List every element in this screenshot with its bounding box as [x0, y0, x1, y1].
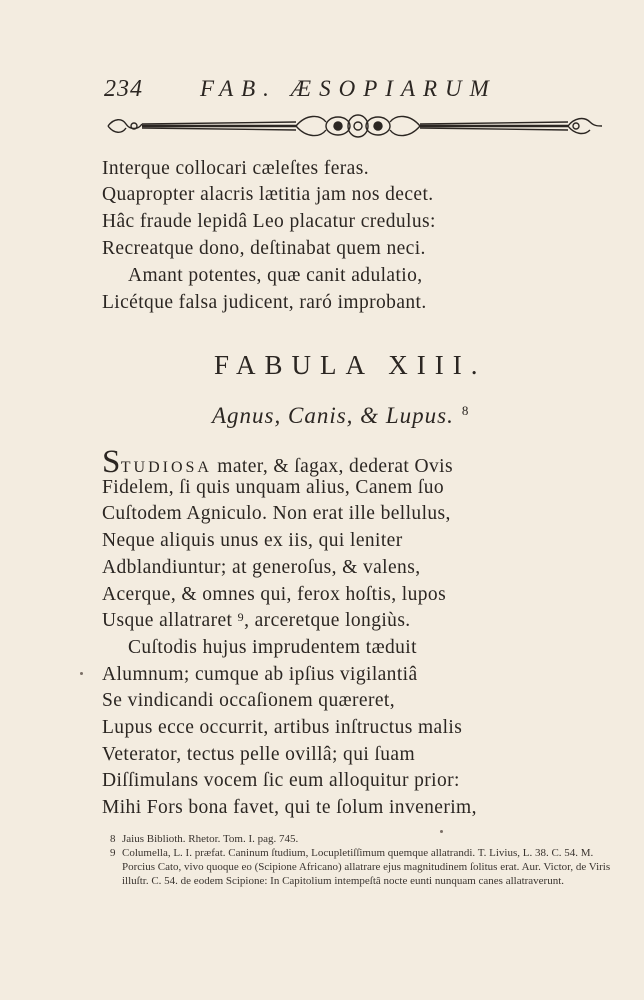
margin-mark	[80, 672, 83, 675]
text-line-with-note	[102, 610, 411, 632]
text-line: Interque collocari cæleſtes feras.	[102, 158, 369, 179]
text-line: Alumnum; cumque ab ipſius vigilantiâ	[102, 664, 418, 685]
footnote-reference: 9	[237, 610, 245, 624]
text-line: Mihi Fors bona favet, qui te ſolum invenerim,	[102, 797, 477, 818]
text-line: Licétque falsa judicent, raró improbant.	[102, 292, 427, 313]
footnote	[110, 832, 616, 846]
text-line: Lupus ecce occurrit, artibus inſtructus malis	[102, 717, 463, 738]
page-header	[104, 76, 544, 106]
text-line: Veterator, tectus pelle ovillâ; qui ſuam	[102, 744, 416, 765]
footnote-number: 9	[110, 847, 116, 859]
text-line: Cuſtodis hujus imprudentem tæduit	[128, 637, 417, 658]
text-line: Neque aliquis unus ex iis, qui leniter	[102, 530, 403, 551]
first-word-smallcaps: TUDIOSA	[120, 459, 212, 476]
text-line: Amant potentes, quæ canit adulatio,	[128, 265, 423, 286]
text-line: Fidelem, ſi quis unquam alius, Canem ſuo	[102, 477, 445, 498]
text-line: Hâc fraude lepidâ Leo placatur credulus:	[102, 211, 436, 232]
footnote-text: Columella, L. I. præfat. Caninum ſtudium, Locupletiſſimum quemque allatrandi. T. Livius, L. 38. C. 54. M. Porcius Cato, vivo quoque eo (Scipione Africano) allatrare ejus magnitudinem ſolitus erat. Aur. Victor, de Viris illuſtr. C. 54. de eodem Scipione: In Capitolium intempeſtâ nocte eunti nunquam canes allatraverunt.	[122, 847, 611, 887]
text-line: Adblandiuntur; at generoſus, & valens,	[102, 557, 421, 578]
decorative-rule-ornament	[106, 110, 604, 142]
footnote	[110, 846, 616, 888]
footnotes	[110, 832, 616, 888]
text-segment: , arceretque longiùs.	[244, 610, 411, 631]
text-line: Diſſimulans vocem ſic eum alloquitur prior:	[102, 770, 460, 791]
fable-subtitle-text: Agnus, Canis, & Lupus.	[212, 403, 454, 428]
text-line: Se vindicandi occaſionem quæreret,	[102, 690, 396, 711]
footnote-text: Jaius Biblioth. Rhetor. Tom. I. pag. 745.	[122, 833, 299, 845]
page-number: 234	[104, 76, 143, 102]
fable-heading: FABULA XIII.	[214, 350, 487, 380]
text-line: Acerque, & omnes qui, ferox hoſtis, lupos	[102, 584, 447, 605]
footnote-reference: 8	[461, 403, 470, 418]
opening-line-rest: mater, & ſagax, dederat Ovis	[217, 456, 453, 477]
text-line: Recreatque dono, deſtinabat quem neci.	[102, 238, 426, 259]
opening-line	[102, 446, 453, 479]
text-line: Cuſtodem Agniculo. Non erat ille bellulus,	[102, 503, 451, 524]
fable-subtitle	[212, 403, 469, 429]
text-segment: Usque allatraret	[102, 610, 233, 631]
text-line: Quapropter alacris lætitia jam nos decet.	[102, 184, 434, 205]
running-title: FAB. ÆSOPIARUM	[200, 76, 497, 101]
footnote-number: 8	[110, 833, 116, 845]
drop-capital: S	[102, 444, 121, 480]
